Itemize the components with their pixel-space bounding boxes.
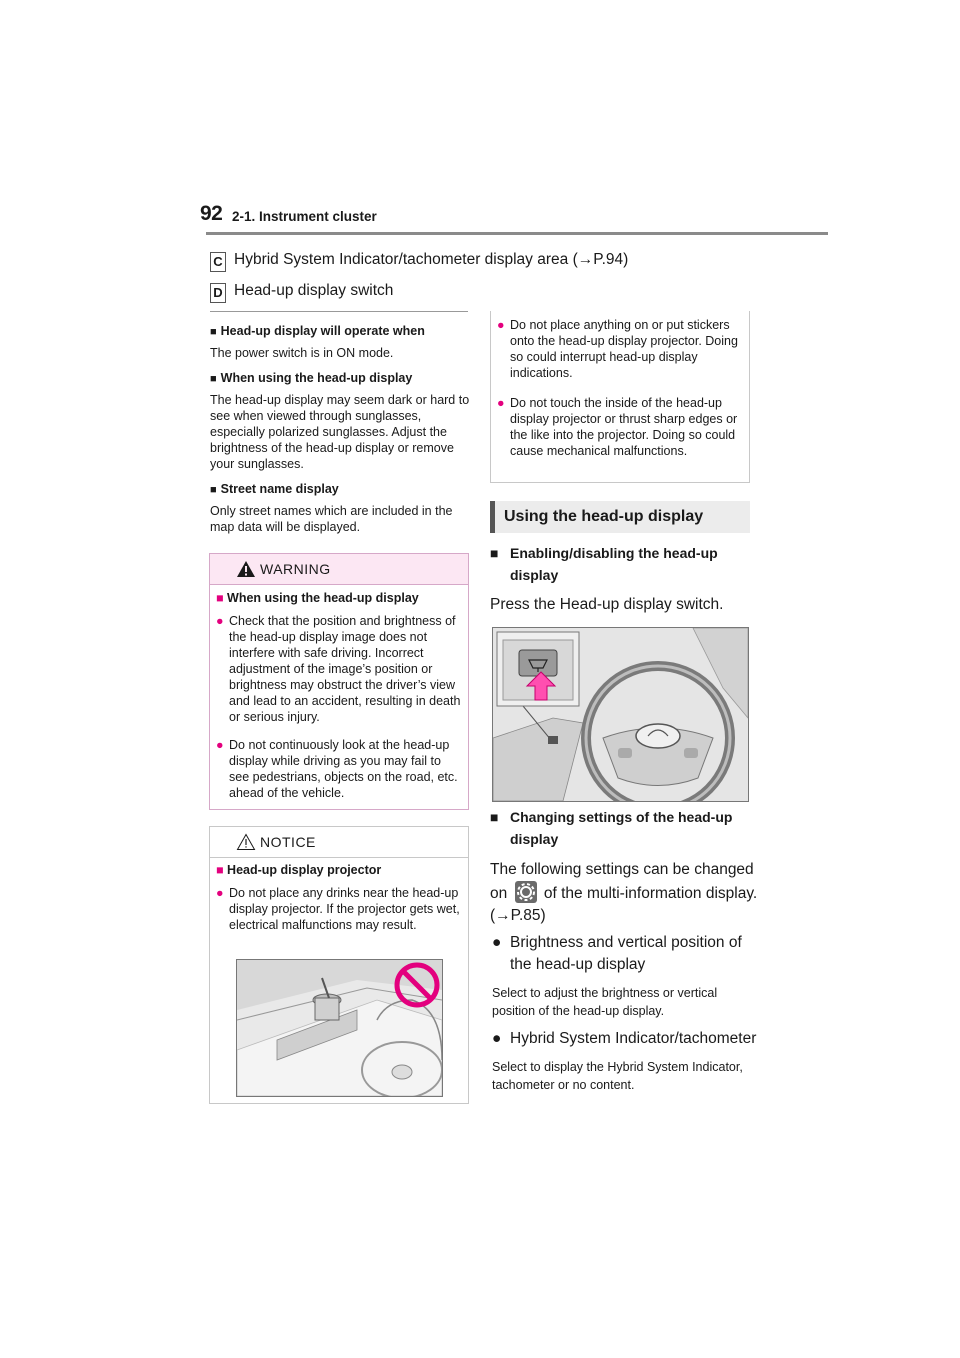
callout-c [210, 250, 628, 272]
callout-text: Hybrid System Indicator/tachometer display area (→P.94) [234, 251, 629, 268]
warning-icon [236, 560, 256, 578]
settings-item [492, 932, 757, 1020]
header-rule [206, 232, 828, 235]
callout-text: Head-up display switch [234, 282, 394, 299]
notice-item: ● Do not place anything on or put stickers onto the head-up display projector. Doing so could interrupt head-up display indications. [497, 318, 738, 380]
warning-box [209, 553, 469, 810]
notice-subheading: ■ Head-up display projector [216, 863, 382, 877]
column-rule [210, 311, 468, 312]
warning-title-bar [210, 554, 468, 585]
hud-switch-illustration [492, 627, 749, 802]
gear-icon [515, 881, 537, 903]
warning-subheading: ■ When using the head-up display [216, 591, 419, 605]
section-heading: Using the head-up display [504, 508, 704, 525]
settings-item [492, 1028, 757, 1094]
settings-item-title: ● Brightness and vertical position of the head-up display [492, 934, 742, 973]
note-text: Only street names which are included in the map data will be displayed. [210, 504, 453, 534]
notice-item: ● Do not place any drinks near the head-up display projector. If the projector gets wet, electrical malfunctions may result. [216, 886, 460, 932]
settings-text: The following settings can be changed on of the multi-information display. (→P.85) [490, 861, 758, 924]
notice-continued-box [490, 311, 750, 483]
caution-icon [236, 833, 256, 851]
notice-item: ● Do not touch the inside of the head-up display projector or thrust sharp edges or the like into the projector. Doing so could cause mechanical malfunctions. [497, 396, 738, 458]
settings-item-desc: Select to adjust the brightness or vertical position of the head-up display. [492, 986, 718, 1018]
callout-d [210, 281, 393, 303]
page-number: 92 [200, 202, 223, 225]
notice-title: NOTICE [260, 834, 316, 850]
subsection-heading: ■ Changing settings of the head-up display [490, 809, 733, 847]
note-heading: ■ Head-up display will operate when [210, 324, 425, 338]
warning-item: ● Do not continuously look at the head-up display while driving as you may fail to see pedestrians, objects on the road, etc. ahead of the vehicle. [216, 738, 458, 800]
callout-letter: C [210, 252, 226, 272]
projector-drink-illustration [236, 959, 443, 1097]
section-title: 2-1. Instrument cluster [232, 209, 377, 224]
enable-text: Press the Head-up display switch. [490, 596, 724, 613]
settings-subsection [490, 806, 760, 927]
settings-item-title: ● Hybrid System Indicator/tachometer [492, 1030, 757, 1047]
enable-subsection [490, 542, 760, 616]
note-text: The power switch is in ON mode. [210, 346, 394, 360]
note-operate [210, 324, 470, 361]
section-heading-bar [490, 501, 750, 533]
notice-title-bar [210, 827, 468, 858]
callout-letter: D [210, 283, 226, 303]
warning-title: WARNING [260, 561, 331, 577]
note-street-name [210, 482, 470, 535]
notice-box [209, 826, 469, 1104]
note-text: The head-up display may seem dark or hard to see when viewed through sunglasses, especially polarized sunglasses. Adjust the brightness of the head-up display or remove your sunglasses. [210, 393, 470, 471]
note-sunglasses [210, 371, 470, 472]
warning-item: ● Check that the position and brightness of the head-up display image does not interfere with safe driving. Incorrect adjustment of the image’s position or brightness may obstruct the driver’s view and lead to an accident, resulting in death or serious injury. [216, 614, 461, 724]
note-heading: ■ Street name display [210, 482, 339, 496]
subsection-heading: ■ Enabling/disabling the head-up display [490, 545, 718, 583]
note-heading: ■ When using the head-up display [210, 371, 413, 385]
settings-item-desc: Select to display the Hybrid System Indicator, tachometer or no content. [492, 1060, 743, 1092]
